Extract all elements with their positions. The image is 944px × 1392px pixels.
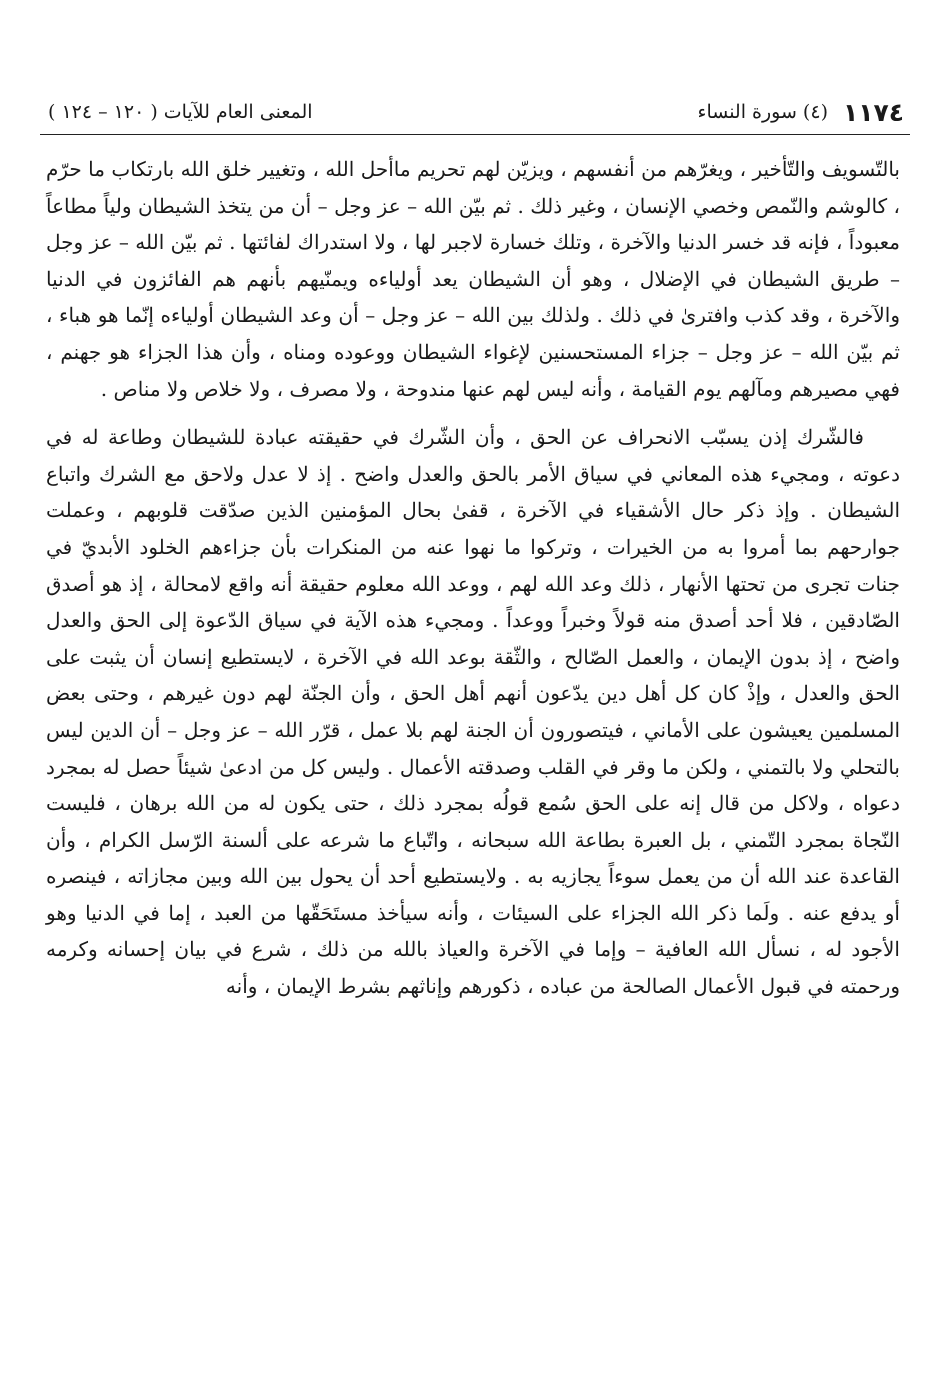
surah-label: (٤) سورة النساء bbox=[697, 101, 828, 123]
section-title: المعنى العام للآيات ( ١٢٠ – ١٢٤ ) bbox=[48, 101, 313, 123]
book-page bbox=[40, 88, 910, 1378]
running-header bbox=[40, 88, 910, 135]
page-number: ١١٧٤ bbox=[842, 98, 904, 127]
body-text bbox=[40, 135, 910, 1005]
paragraph: فالشّرك إذن يسبّب الانحراف عن الحق ، وأن الشّرك في حقيقته عبادة للشيطان وطاعة له في دعوته ، ومجيء هذه المعاني في سياق الأمر بالحق والعدل واضح . إذ لا عدل ولاحق مع الشرك واتباع الشيطان . وإذ ذكر حال الأشقياء في الآخرة ، قفىٰ بحال المؤمنين الذين صدّقت قلوبهم ، وعملت جوارحهم بما أمروا به من الخيرات ، وتركوا ما نهوا عنه من المنكرات بأن جزاءهم الخلود الأبديّ في جنات تجرى من تحتها الأنهار ، ذلك وعد الله لهم ، ووعد الله معلوم حقيقة أنه واقع لامحالة ، إذ هو أصدق الصّادقين ، فلا أحد أصدق منه قولاً وخبراً ووعداً . ومجيء هذه الآية في سياق الدّعوة إلى الحق والعدل واضح ، إذ بدون الإيمان ، والعمل الصّالح ، والثّقة بوعد الله في الآخرة ، لايستطيع إنسان أن يثبت على الحق والعدل ، وإذْ كان كل أهل دين يدّعون أنهم أهل الحق ، وأن الجنّة لهم دون غيرهم ، وحتى بعض المسلمين يعيشون على الأماني ، فيتصورون أن الجنة لهم بلا عمل ، قرّر الله – عز وجل – أن الدين ليس بالتحلي ولا بالتمني ، ولكن ما وقر في القلب وصدقته الأعمال . وليس كل من ادعىٰ شيئاً حصل له بمجرد دعواه ، ولاكل من قال إنه على الحق سُمع قولُه بمجرد ذلك ، حتى يكون له من الله برهان ، فليست النّجاة بمجرد التّمني ، بل العبرة بطاعة الله سبحانه ، واتّباع ما شرعه على ألسنة الرّسل الكرام ، وأن القاعدة عند الله أن من يعمل سوءاً يجازيه به . ولايستطيع أحد أن يحول بين الله وبين مجازاته ، فينصره أو يدفع عنه . ولَما ذكر الله الجزاء على السيئات ، وأنه سيأخذ مستَحَقّها من العبد ، إما في الدنيا وهو الأجود له ، نسأل الله العافية – وإما في الآخرة والعياذ بالله من ذلك ، شرع في بيان إحسانه وكرمه ورحمته في قبول الأعمال الصالحة من عباده ، ذكورهم وإناثهم بشرط الإيمان ، وأنه bbox=[46, 425, 901, 999]
paragraph: بالتّسويف والتّأخير ، ويغرّهم من أنفسهم ، ويزيّن لهم تحريم ماأحل الله ، وتغيير خلق الله بارتكاب ما حرّم ، كالوشم والنّمص وخصي الإنسان ، وغير ذلك . ثم بيّن الله – عز وجل – أن من يتخذ الشيطان ولياً مطاعاً معبوداً ، فإنه قد خسر الدنيا والآخرة ، وتلك خسارة لاجبر لها ، ولا استدراك لفائتها . ثم بيّن الله – عز وجل – طريق الشيطان في الإضلال ، وهو أن الشيطان يعد أولياءه ويمنّيهم بأنهم هم الفائزون في الدنيا والآخرة ، وقد كذب وافترىٰ في ذلك . ولذلك بين الله – عز وجل – أن وعد الشيطان أولياءه إنّما هو هباء ، ثم بيّن الله – عز وجل – جزاء المستحسنين لإغواء الشيطان ووعوده ومناه ، وأن هذا الجزاء هو جهنم ، فهي مصيرهم ومآلهم يوم القيامة ، وأنه ليس لهم عنها مندوحة ، ولا مصرف ، ولا خلاص ولا مناص . bbox=[46, 157, 900, 401]
